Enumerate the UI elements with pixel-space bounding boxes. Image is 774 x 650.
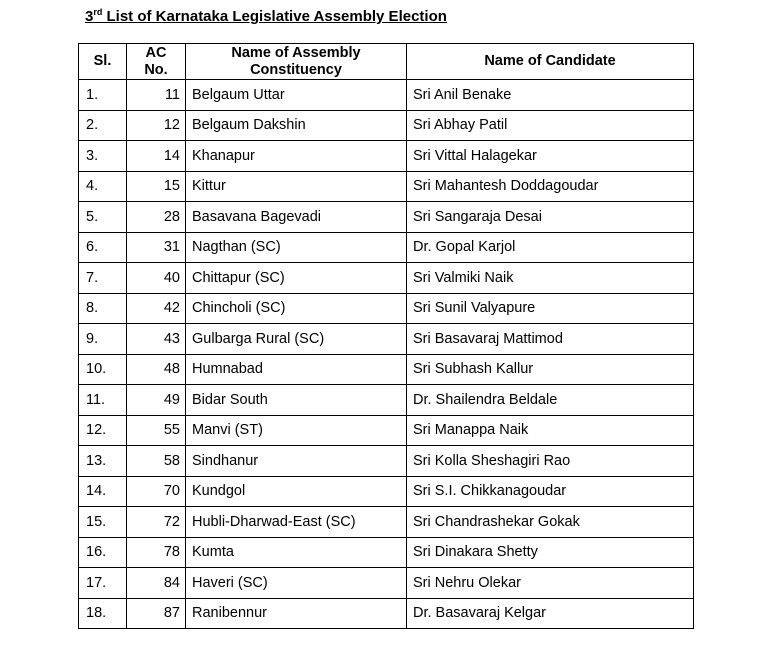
cell-candidate: Sri Sunil Valyapure [407, 293, 694, 324]
cell-candidate: Sri Manappa Naik [407, 415, 694, 446]
table-row [79, 202, 694, 233]
header-sl: Sl. [79, 44, 127, 80]
cell-candidate: Sri S.I. Chikkanagoudar [407, 476, 694, 507]
title-text: List of Karnataka Legislative Assembly Election [102, 8, 447, 25]
cell-sl: 12. [79, 415, 127, 446]
table-row [79, 354, 694, 385]
cell-ac-no: 11 [127, 80, 186, 111]
table-row [79, 385, 694, 416]
cell-sl: 15. [79, 507, 127, 538]
table-row [79, 598, 694, 629]
cell-candidate: Dr. Gopal Karjol [407, 232, 694, 263]
title-superscript: rd [93, 7, 103, 17]
cell-constituency: Chincholi (SC) [186, 293, 407, 324]
cell-constituency: Haveri (SC) [186, 568, 407, 599]
cell-candidate: Sri Basavaraj Mattimod [407, 324, 694, 355]
cell-candidate: Sri Vittal Halagekar [407, 141, 694, 172]
cell-constituency: Humnabad [186, 354, 407, 385]
cell-sl: 2. [79, 110, 127, 141]
cell-sl: 6. [79, 232, 127, 263]
cell-sl: 3. [79, 141, 127, 172]
table-row [79, 568, 694, 599]
table-row [79, 110, 694, 141]
cell-constituency: Kumta [186, 537, 407, 568]
cell-sl: 17. [79, 568, 127, 599]
table-row [79, 415, 694, 446]
cell-constituency: Chittapur (SC) [186, 263, 407, 294]
table-row [79, 476, 694, 507]
cell-ac-no: 43 [127, 324, 186, 355]
cell-ac-no: 55 [127, 415, 186, 446]
cell-candidate: Sri Valmiki Naik [407, 263, 694, 294]
cell-candidate: Sri Mahantesh Doddagoudar [407, 171, 694, 202]
header-constituency: Name of Assembly Constituency [186, 44, 407, 80]
cell-constituency: Bidar South [186, 385, 407, 416]
cell-constituency: Hubli-Dharwad-East (SC) [186, 507, 407, 538]
table-row [79, 537, 694, 568]
title-number: 3 [85, 8, 94, 25]
table-row [79, 293, 694, 324]
table-row [79, 324, 694, 355]
cell-ac-no: 84 [127, 568, 186, 599]
cell-sl: 10. [79, 354, 127, 385]
header-candidate: Name of Candidate [407, 44, 694, 80]
cell-ac-no: 12 [127, 110, 186, 141]
cell-constituency: Sindhanur [186, 446, 407, 477]
header-ac-no: AC No. [127, 44, 186, 80]
cell-sl: 7. [79, 263, 127, 294]
cell-sl: 4. [79, 171, 127, 202]
cell-constituency: Gulbarga Rural (SC) [186, 324, 407, 355]
table-row [79, 263, 694, 294]
cell-constituency: Khanapur [186, 141, 407, 172]
cell-candidate: Sri Chandrashekar Gokak [407, 507, 694, 538]
cell-candidate: Dr. Shailendra Beldale [407, 385, 694, 416]
cell-ac-no: 48 [127, 354, 186, 385]
cell-constituency: Belgaum Dakshin [186, 110, 407, 141]
cell-sl: 11. [79, 385, 127, 416]
cell-sl: 9. [79, 324, 127, 355]
cell-ac-no: 49 [127, 385, 186, 416]
cell-sl: 5. [79, 202, 127, 233]
candidate-list-table [78, 43, 694, 629]
cell-ac-no: 58 [127, 446, 186, 477]
cell-ac-no: 87 [127, 598, 186, 629]
cell-sl: 18. [79, 598, 127, 629]
table-row [79, 141, 694, 172]
cell-ac-no: 15 [127, 171, 186, 202]
cell-constituency: Manvi (ST) [186, 415, 407, 446]
cell-sl: 8. [79, 293, 127, 324]
cell-sl: 14. [79, 476, 127, 507]
table-header-row [79, 44, 694, 80]
cell-ac-no: 40 [127, 263, 186, 294]
cell-ac-no: 28 [127, 202, 186, 233]
table-row [79, 80, 694, 111]
cell-constituency: Kittur [186, 171, 407, 202]
cell-constituency: Basavana Bagevadi [186, 202, 407, 233]
cell-constituency: Kundgol [186, 476, 407, 507]
cell-candidate: Sri Dinakara Shetty [407, 537, 694, 568]
cell-candidate: Sri Abhay Patil [407, 110, 694, 141]
cell-constituency: Belgaum Uttar [186, 80, 407, 111]
cell-sl: 1. [79, 80, 127, 111]
table-row [79, 507, 694, 538]
cell-candidate: Sri Kolla Sheshagiri Rao [407, 446, 694, 477]
cell-constituency: Ranibennur [186, 598, 407, 629]
cell-candidate: Sri Subhash Kallur [407, 354, 694, 385]
table-row [79, 232, 694, 263]
document-title [85, 8, 447, 25]
cell-candidate: Sri Sangaraja Desai [407, 202, 694, 233]
cell-constituency: Nagthan (SC) [186, 232, 407, 263]
cell-candidate: Sri Anil Benake [407, 80, 694, 111]
table-row [79, 446, 694, 477]
cell-ac-no: 42 [127, 293, 186, 324]
cell-candidate: Dr. Basavaraj Kelgar [407, 598, 694, 629]
cell-ac-no: 72 [127, 507, 186, 538]
cell-ac-no: 70 [127, 476, 186, 507]
cell-ac-no: 31 [127, 232, 186, 263]
cell-ac-no: 78 [127, 537, 186, 568]
cell-candidate: Sri Nehru Olekar [407, 568, 694, 599]
cell-ac-no: 14 [127, 141, 186, 172]
cell-sl: 16. [79, 537, 127, 568]
cell-sl: 13. [79, 446, 127, 477]
table-row [79, 171, 694, 202]
